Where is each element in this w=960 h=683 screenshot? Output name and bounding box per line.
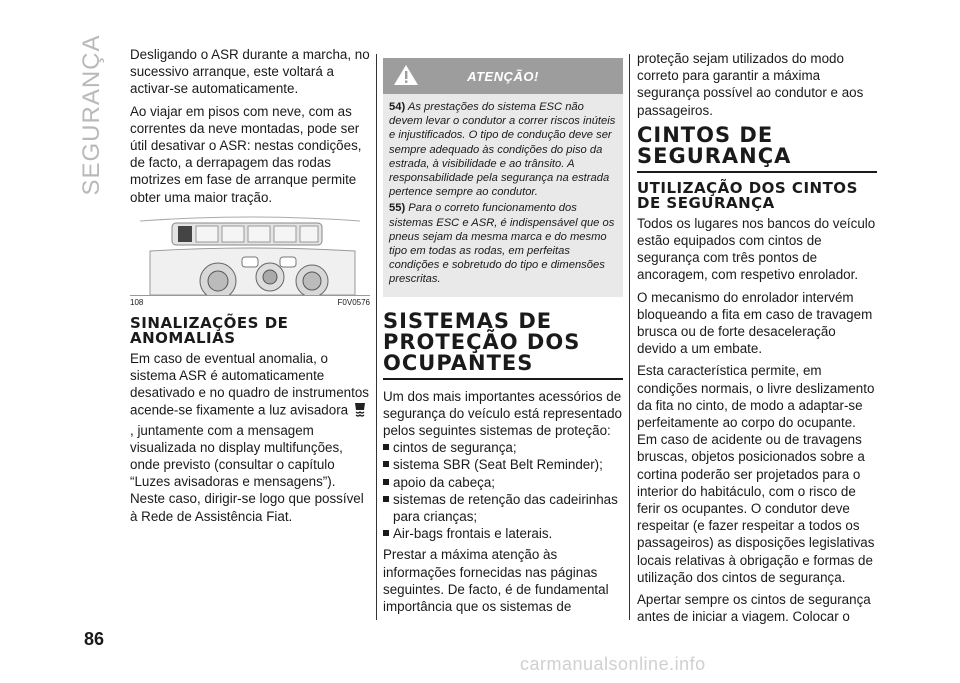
column-2 [383, 58, 623, 620]
list-item: cintos de segurança; [383, 439, 623, 456]
section-side-title-text: SEGURANÇA [78, 34, 105, 196]
paragraph: Ao viajar em pisos com neve, com as correntes da neve montadas, pode ser útil desativar o ASR: nestas condições, de facto, a derrapagem das rodas motrizes em fase de arranque permite obter uma maior tração. [130, 103, 362, 205]
warning-item-text: As prestações do sistema ESC não devem levar o condutor a correr riscos inúteis e injustificados. O tipo de condução deve ser sempre adequado às condições do piso da estrada, à visibilidade e ao trânsito. A responsabilidade pela segurança na estrada pertence sempre ao condutor. [389, 101, 616, 199]
heading-sistemas-protecao: SISTEMAS DE PROTEÇÃO DOS OCUPANTES [383, 308, 581, 375]
warning-item-number: 55) [389, 202, 406, 215]
column-divider [629, 54, 630, 620]
warning-item [389, 201, 617, 286]
section-side-title [72, 34, 112, 196]
protection-systems-list [383, 439, 623, 542]
warning-box-header [383, 58, 623, 94]
list-item: Air-bags frontais e laterais. [383, 525, 623, 542]
paragraph-text: Em caso de eventual anomalia, o sistema ASR é automaticamente desativado e no quadro de instrumentos acende-se fixamente a luz avisadora [130, 350, 369, 419]
heading-rule [383, 378, 623, 380]
column-1 [130, 46, 370, 530]
paragraph-text: , juntamente com a mensagem visualizada no display multifunções, onde previsto (consultar o capítulo “Luzes avisadoras e mensagens”). Neste caso, dirigir-se logo que possível à Rede de Assistência Fiat. [130, 422, 364, 524]
column-3 [637, 50, 877, 630]
heading-anomalias: SINALIZAÇÕES DE ANOMALIAS [130, 313, 289, 347]
paragraph [130, 350, 370, 525]
page-number: 86 [84, 629, 105, 649]
dashboard-controls-figure [130, 211, 370, 296]
dashboard-illustration [130, 211, 370, 295]
list-item: sistema SBR (Seat Belt Reminder); [383, 456, 623, 473]
warning-item [389, 100, 617, 199]
paragraph: proteção sejam utilizados do modo correto para garantir a máxima segurança possível ao condutor e aos passageiros. [637, 51, 864, 118]
warning-item-text: Para o correto funcionamento dos sistemas ESC e ASR, é indispensável que os pneus sejam da mesma marca e do mesmo tipo em todas as rodas, em perfeitas condições e sobretudo do tipo e dimensões prescritas. [389, 202, 615, 286]
paragraph: Esta característica permite, em condições normais, o livre deslizamento da fita no cinto, de modo a adaptar-se perfeitamente ao corpo do ocupante. Em caso de acidente ou de travagens bruscas, objetos posicionados sobre a cortina poderão ser projetados para o interior do habitáculo, com o risco de ferir os ocupantes. O condutor deve respeitar (e fazer respeitar a todos os passageiros) as disposições legislativas locais relativas à obrigação e formas de utilização dos cintos de segurança. [637, 363, 875, 585]
figure-code: F0V0576 [337, 297, 370, 307]
paragraph: Um dos mais importantes acessórios de segurança do veículo está representado pelos seguintes sistemas de proteção: [383, 388, 622, 439]
paragraph: Apertar sempre os cintos de segurança antes de iniciar a viagem. Colocar o [637, 592, 871, 625]
figure-caption [130, 298, 370, 308]
warning-item-number: 54) [389, 101, 406, 113]
list-item: apoio da cabeça; [383, 474, 623, 491]
asr-warning-light-icon [352, 401, 368, 421]
heading-rule [637, 171, 877, 173]
watermark: carmanualsonline.info [520, 654, 706, 674]
list-item: sistemas de retenção das cadeirinhas para crianças; [383, 491, 623, 525]
paragraph: O mecanismo do enrolador intervém bloqueando a fita em caso de travagem brusca ou de forte desaceleração devido a um embate. [637, 289, 873, 357]
column-divider [376, 54, 377, 620]
heading-utilizacao-cintos: UTILIZAÇÃO DOS CINTOS DE SEGURANÇA [637, 178, 858, 212]
paragraph: Desligando o ASR durante a marcha, no sucessivo arranque, este voltará a activar-se automaticamente. [130, 47, 370, 97]
figure-number: 108 [130, 297, 144, 307]
warning-title: ATENÇÃO! [467, 69, 539, 84]
paragraph: Todos os lugares nos bancos do veículo estão equipados com cintos de segurança com três pontos de ancoragem, com respetivo enrolador. [637, 215, 876, 283]
warning-box-body [383, 94, 623, 297]
paragraph: Prestar a máxima atenção às informações fornecidas nas páginas seguintes. De facto, é de fundamental importância que os sistemas de [383, 547, 609, 615]
heading-cintos-seguranca: CINTOS DE SEGURANÇA [637, 122, 792, 168]
